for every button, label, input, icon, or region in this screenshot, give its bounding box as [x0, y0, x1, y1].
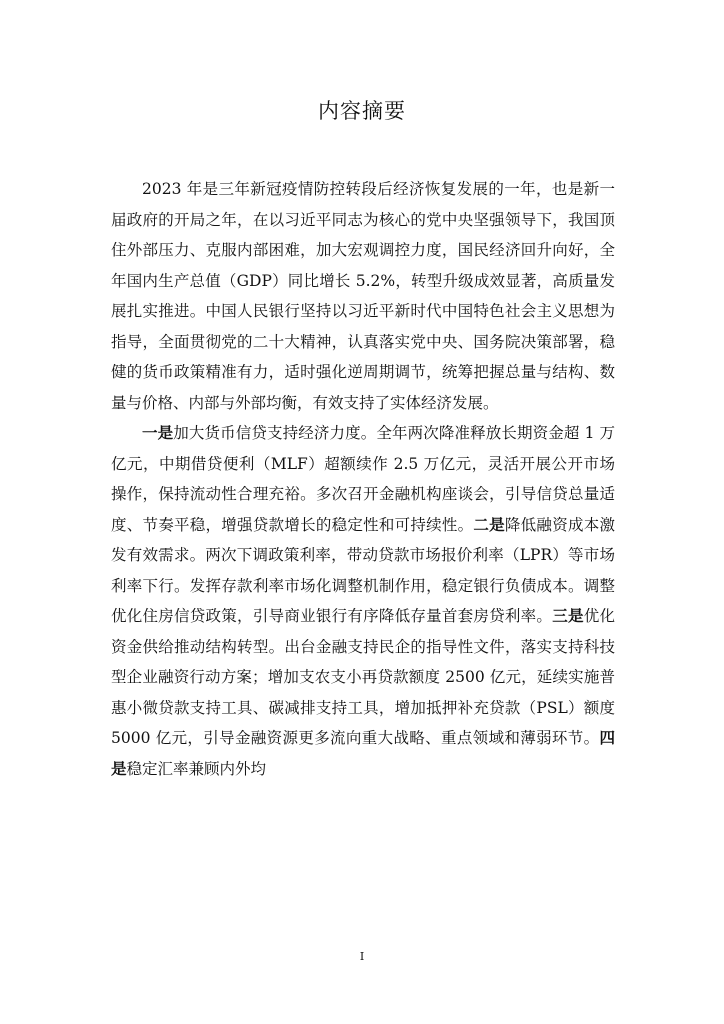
measure-fourth-text: 稳定汇率兼顾内外均 — [126, 759, 267, 778]
document-body — [111, 174, 615, 784]
paragraph-measures — [111, 418, 615, 784]
measure-third-text: 优化资金供给推动结构转型。出台金融支持民企的指导性文件，落实支持科技型企业融资行动方案；增加支农支小再贷款额度 2500 亿元，延续实施普惠小微贷款支持工具、碳减排支持工具，增加抵押补充贷款（PSL）额度 5000 亿元，引导金融资源更多流向重大战略、重点领域和薄弱环节。 — [111, 607, 615, 747]
measure-second-text: 降低融资成本激发有效需求。两次下调政策利率，带动贷款市场报价利率（LPR）等市场利率下行。发挥存款利率市场化调整机制作用，稳定银行负债成本。调整优化住房信贷政策，引导商业银行有序降低存量首套房贷利率。 — [111, 515, 615, 625]
measure-first-text: 加大货币信贷支持经济力度。全年两次降准释放长期资金超 1 万亿元，中期借贷便利（MLF）超额续作 2.5 万亿元，灵活开展公开市场操作，保持流动性合理充裕。多次召开金融机构座谈会，引导信贷总量适度、节奏平稳，增强贷款增长的稳定性和可持续性。 — [111, 424, 615, 534]
lead-second: 二是 — [473, 515, 505, 534]
lead-fourth: 四是 — [111, 729, 615, 778]
page-number: I — [359, 950, 365, 963]
paragraph-intro: 2023 年是三年新冠疫情防控转段后经济恢复发展的一年，也是新一届政府的开局之年，在以习近平同志为核心的党中央坚强领导下，我国顶住外部压力、克服内部困难，加大宏观调控力度，国民经济回升向好，全年国内生产总值（GDP）同比增长 5.2%，转型升级成效显著，高质量发展扎实推进。中国人民银行坚持以习近平新时代中国特色社会主义思想为指导，全面贯彻党的二十大精神，认真落实党中央、国务院决策部署，稳健的货币政策精准有力，适时强化逆周期调节，统筹把握总量与结构、数量与价格、内部与外部均衡，有效支持了实体经济发展。 — [111, 180, 615, 412]
lead-third: 三是 — [552, 607, 584, 625]
page-title: 内容摘要 — [318, 99, 406, 123]
lead-first: 一是 — [142, 424, 174, 442]
